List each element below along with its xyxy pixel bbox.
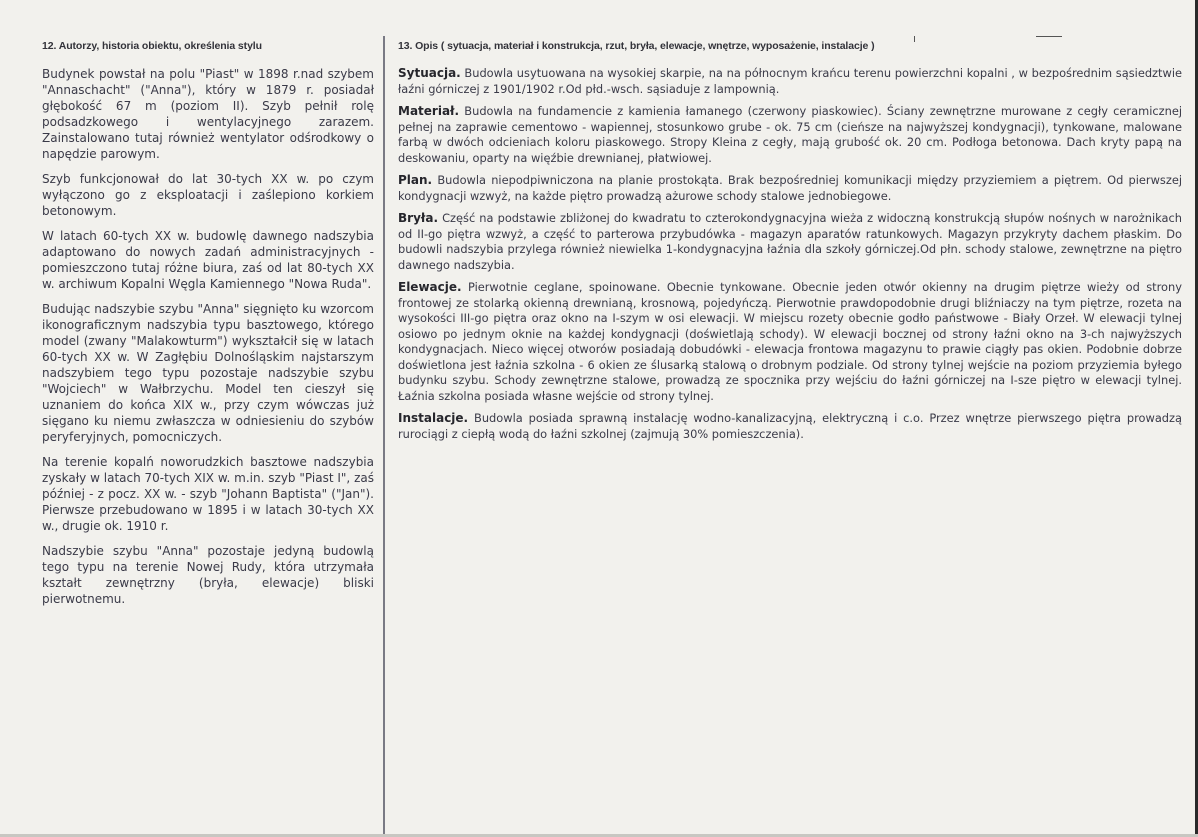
description-material xyxy=(398,104,1182,166)
history-paragraph: Szyb funkcjonował do lat 30-tych XX w. po czym wyłączono go z eksploatacji i zaślepiono korkiem betonowym. xyxy=(42,172,374,218)
description-massing xyxy=(398,211,1182,273)
section-label: Elewacje. xyxy=(398,280,462,294)
section-label: Plan. xyxy=(398,173,433,187)
history-paragraph: W latach 60-tych XX w. budowlę dawnego nadszybia adaptowano do nowych zadań administracyjnych - pomieszczono tutaj różne biura, zaś od lat 80-tych XX w. archiwum Kopalni Węgla Kamiennego "Nowa Ruda". xyxy=(42,229,374,291)
section-13-heading: 13. Opis ( sytuacja, materiał i konstrukcja, rzut, bryła, elewacje, wnętrze, wyposażenie, instalacje ) xyxy=(398,40,875,52)
section-text: Budowla posiada sprawną instalację wodno-kanalizacyjną, elektryczną i c.o. Przez wnętrze pierwszego piętra prowadzą rurociągi z ciepłą wodą do łaźni szkolnej (zajmują 30% pomieszczenia). xyxy=(398,411,1183,441)
section-label: Sytuacja. xyxy=(398,66,461,80)
section-label: Materiał. xyxy=(398,104,460,118)
description-plan xyxy=(398,173,1182,204)
section-12-heading: 12. Autorzy, historia obiektu, określenia stylu xyxy=(42,40,262,52)
section-text: Budowla na fundamencie z kamienia łamanego (czerwony piaskowiec). Ściany zewnętrzne murowane z cegły ceramicznej pełnej na zaprawie cementowo - wapiennej, stosunkowo grube - ok. 75 cm (cieńsze na najwyższej kondygnacji), tynkowane, malowane farbą w dwóch odcieniach koloru piaskowego. Stropy Kleina z cegły, mają grubość ok. 20 cm. Podłoga betonowa. Dach kryty papą na deskowaniu, oparty na więźbie drewnianej, płatwiowej. xyxy=(398,104,1182,165)
left-column xyxy=(42,40,374,616)
description-installations xyxy=(398,411,1182,442)
section-label: Bryła. xyxy=(398,211,438,225)
history-paragraph: Budując nadszybie szybu "Anna" sięgnięto ku wzorcom ikonograficznym nadszybia typu basztowego, którego model (zwany "Malakowturm") wykształcił się w latach 60-tych XX w. W Zagłębiu Dolnośląskim najstarszym nadszybiem tego typu pozostaje nadszybie szybu "Wojciech" w Wałbrzychu. Model ten cieszył się uznaniem do końca XIX w., przy czym wówczas już sięgano ku niemu zwłaszcza w odniesieniu do szybów peryferyjnych, pomocniczych. xyxy=(42,302,374,444)
section-text: Budowla niepodpiwniczona na planie prostokąta. Brak bezpośredniej komunikacji między przyziemiem a piętrem. Od pierwszej kondygnacji wzwyż, na każde piętro prowadzą ażurowe schody stalowe jednobiegowe. xyxy=(398,173,1182,203)
section-text: Pierwotnie ceglane, spoinowane. Obecnie tynkowane. Obecnie jeden otwór okienny na drugim piętrze wieży od strony frontowej ze stolarką okienną drewnianą, krosnową, pojedyńczą. Pierwotnie prawdopodobnie drugi bliźniaczy na tym piętrze, rozeta na wysokości III-go piętra oraz okno na I-szym w osi elewacji. W miejscu rozety obecnie godło państwowe - Biały Orzeł. W elewacji tylnej osiowo po jednym oknie na każdej kondygnacji (doświetlają schody). W elewacji bocznej od strony łaźni okno na 3-ch najwyższych kondygnacjach. Nieco więcej otworów posiadają dobudówki - elewacja frontowa magazynu to prawie ciągły pas okien. Podobnie dobrze doświetlona jest łaźnia szkolna - 6 okien ze ślusarką stalową o drobnym podziale. Od strony tylnej wejście na poziom przyziemia byłego budynku szybu. Schody zewnętrzne stalowe, prowadzą ze spocznika przy wejściu do łaźni górniczej na I-sze piętro w elewacji tylnej. Łaźnia szkolna posiada własne wejście od strony tylnej. xyxy=(398,280,1182,403)
scan-tick-mark xyxy=(914,36,915,42)
history-paragraph: Na terenie kopalń noworudzkich basztowe nadszybia zyskały w latach 70-tych XIX w. m.in. szyb "Piast I", zaś później - z pocz. XX w. - szyb "Johann Baptista" ("Jan"). Pierwsze przebudowano w 1895 i w latach 30-tych XX w., drugie ok. 1910 r. xyxy=(42,455,374,533)
history-paragraph: Budynek powstał na polu "Piast" w 1898 r.nad szybem "Annaschacht" ("Anna"), który w 1879 r. posiadał głębokość 67 m (poziom II). Szyb pełnił rolę podsadzkowego i wentylacyjnego zarazem. Zainstalowano tutaj również wentylator odśrodkowy o napędzie parowym. xyxy=(42,67,374,161)
column-divider xyxy=(383,36,385,834)
history-paragraph: Nadszybie szybu "Anna" pozostaje jedyną budowlą tego typu na terenie Nowej Rudy, która utrzymała kształt zewnętrzny (bryła, elewacje) bliski pierwotnemu. xyxy=(42,544,374,606)
right-column xyxy=(398,40,1182,449)
section-label: Instalacje. xyxy=(398,411,469,425)
section-text: Część na podstawie zbliżonej do kwadratu to czterokondygnacyjna wieża z widoczną konstrukcją słupów nośnych w narożnikach od II-go piętra wzwyż, a część to parterowa przybudówka - magazyn aparatów ratunkowych. Magazyn przykryty dachem płaskim. Do budowli nadszybia przylega również niewielka 1-kondygnacyjna łaźnia dla szkoły górniczej.Od płn. schody stalowe, zewnętrzne na piętro dawnego nadszybia. xyxy=(398,211,1183,272)
description-elevations xyxy=(398,280,1182,404)
scan-dash-mark xyxy=(1036,36,1062,37)
section-text: Budowla usytuowana na wysokiej skarpie, na na północnym krańcu terenu powierzchni kopalni , w bezpośrednim sąsiedztwie łaźni górniczej z 1901/1902 r.Od płd.-wsch. sąsiaduje z lampownią. xyxy=(398,66,1182,96)
description-situation xyxy=(398,66,1182,97)
